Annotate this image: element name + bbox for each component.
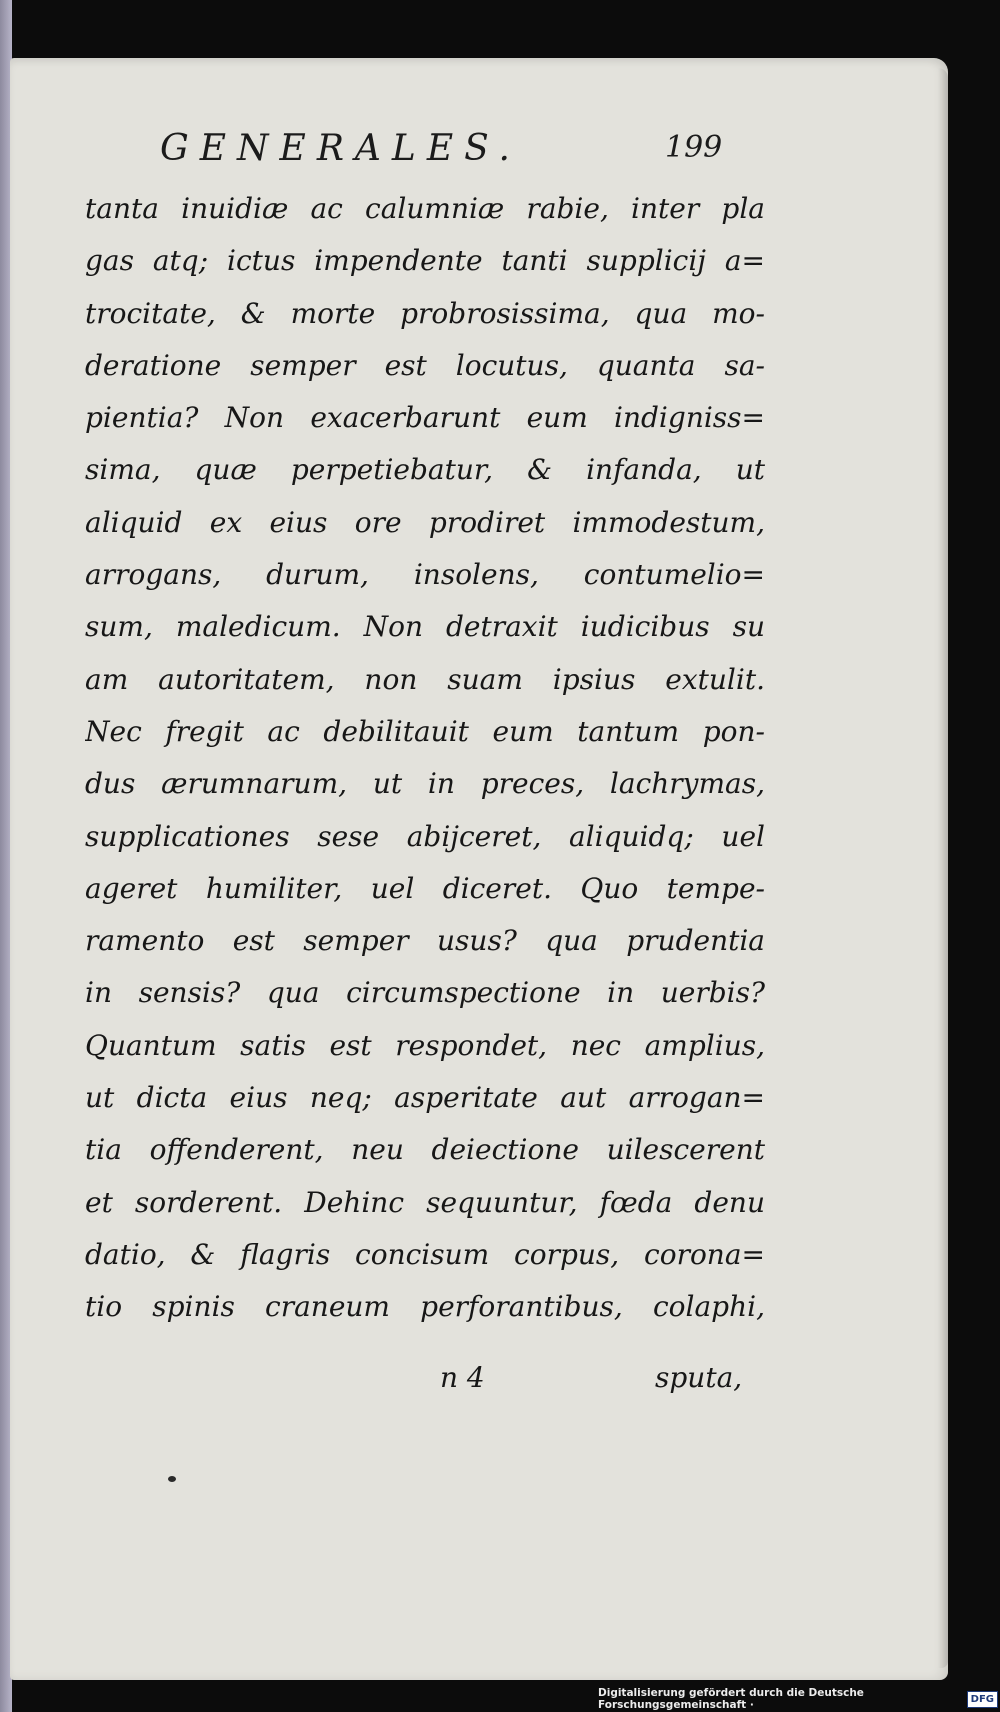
text-line: sima, quæ perpetiebatur, & infanda, ut	[85, 453, 765, 487]
catchword: sputa,	[655, 1361, 743, 1394]
body-text	[85, 183, 765, 1334]
text-line: ramento est semper usus? qua prudentia	[85, 924, 765, 958]
text-line: tia offenderent, neu deiectione uilescerent	[85, 1133, 765, 1167]
text-line: sum, maledicum. Non detraxit iudicibus su	[85, 610, 765, 644]
text-line: aliquid ex eius ore prodiret immodestum,	[85, 505, 765, 539]
text-line: dus ærumnarum, ut in preces, lachrymas,	[85, 767, 765, 801]
page-footer	[440, 1361, 770, 1411]
text-line: trocitate, & morte probrosissima, qua mo-	[85, 296, 765, 330]
text-line: Quantum satis est respondet, nec amplius,	[85, 1028, 765, 1062]
text-line: Nec fregit ac debilitauit eum tantum pon-	[85, 714, 765, 748]
funding-credit	[598, 1687, 998, 1711]
text-line: gas atq; ictus impendente tanti supplicij a=	[85, 244, 765, 278]
text-line: am autoritatem, non suam ipsius extulit.	[85, 662, 765, 696]
book-page	[10, 58, 948, 1680]
signature-mark: n 4	[440, 1361, 485, 1394]
page-edge-shadow	[938, 68, 948, 1668]
page-number: 199	[665, 130, 723, 165]
text-line: tio spinis craneum perforantibus, colaphi,	[85, 1290, 765, 1324]
text-line: datio, & flagris concisum corpus, corona=	[85, 1237, 765, 1271]
text-line: ageret humiliter, uel diceret. Quo tempe-	[85, 871, 765, 905]
text-line: supplicationes sese abijceret, aliquidq; uel	[85, 819, 765, 853]
text-line: ut dicta eius neq; asperitate aut arrogan=	[85, 1081, 765, 1115]
text-line: pientia? Non exacerbarunt eum indigniss=	[85, 401, 765, 435]
dfg-logo-icon: DFG	[967, 1691, 998, 1708]
text-line: tanta inuidiæ ac calumniæ rabie, inter pla	[85, 192, 765, 225]
text-line: arrogans, durum, insolens, contumelio=	[85, 558, 765, 592]
text-line: deratione semper est locutus, quanta sa-	[85, 348, 765, 382]
running-title: GENERALES.	[160, 128, 521, 169]
ink-blemish	[168, 1476, 176, 1482]
text-line: et sorderent. Dehinc sequuntur, fœda denu	[85, 1185, 765, 1219]
page-header	[160, 128, 760, 188]
text-line: in sensis? qua circumspectione in uerbis?	[85, 976, 765, 1010]
credit-text: Digitalisierung gefördert durch die Deutsche Forschungsgemeinschaft ·	[598, 1687, 864, 1711]
